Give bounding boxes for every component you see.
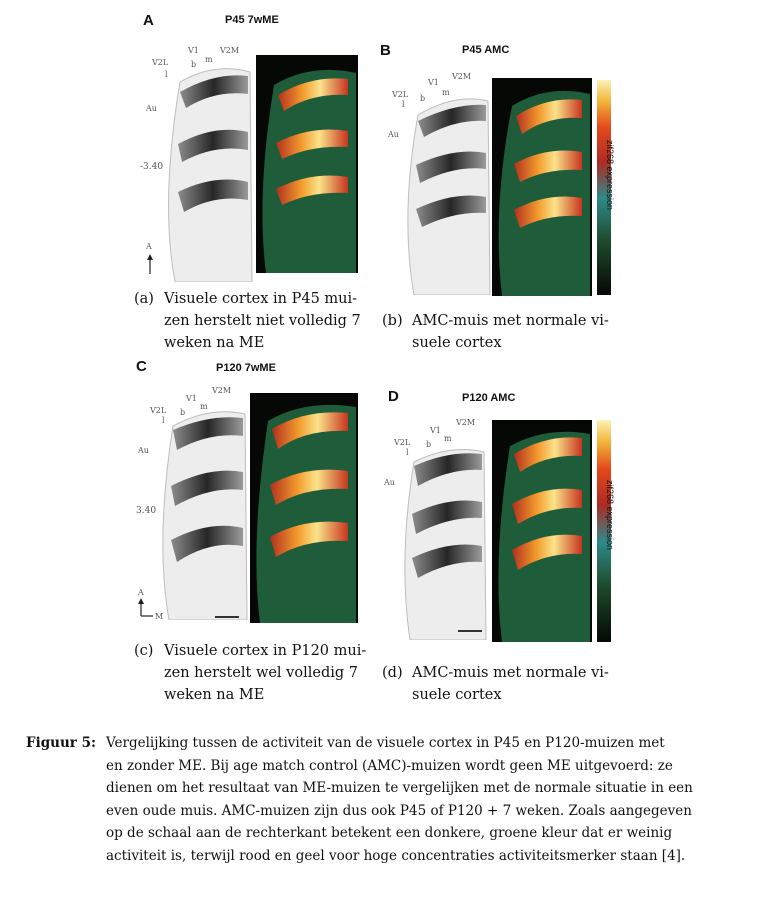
panel-d-b-label: b <box>426 440 432 449</box>
panel-a-v1-label: V1 <box>188 46 199 55</box>
subcaption-d-line-2: suele cortex <box>412 687 502 703</box>
panel-a-l-label: l <box>165 70 168 79</box>
panel-a-letter: A <box>143 12 154 29</box>
panel-a-axis-a: A <box>146 242 152 251</box>
panel-d-v1-label: V1 <box>430 426 441 435</box>
panel-d-title: P120 AMC <box>462 392 516 404</box>
panel-a-title: P45 7wME <box>225 14 279 26</box>
panel-c-axis-a: A <box>138 588 144 597</box>
panel-d-zif268-map <box>492 420 592 642</box>
panel-c-v1-label: V1 <box>186 394 197 403</box>
subcaption-a-line-3: weken na ME <box>164 335 265 351</box>
subcaption-a <box>134 288 374 354</box>
panel-d-v2l-label: V2L <box>394 438 411 447</box>
subcaption-a-line-1: Visuele cortex in P45 mui- <box>164 291 358 307</box>
panel-d-scale-bar <box>458 630 488 634</box>
subcaption-b-line-1: AMC-muis met normale vi- <box>412 313 609 329</box>
figure-caption-line-2: en zonder ME. Bij age match control (AMC)-muizen wordt geen ME uitgevoerd: ze <box>106 757 673 774</box>
panel-c-v2m-label: V2M <box>212 386 232 395</box>
panel-c-au-label: Au <box>138 446 149 455</box>
panel-a-au-label: Au <box>146 104 157 113</box>
subcaption-d-tag: (d) <box>382 665 403 681</box>
panel-b-l-label: l <box>402 100 405 109</box>
panel-b-letter: B <box>380 42 391 59</box>
panel-b-v2l-label: V2L <box>392 90 409 99</box>
panel-b-title: P45 AMC <box>462 44 510 56</box>
panel-c-v2l-label: V2L <box>150 406 167 415</box>
panel-c-b-label: b <box>180 408 186 417</box>
subcaption-c-tag: (c) <box>134 643 154 659</box>
panel-a-axis-arrow-icon <box>146 254 154 274</box>
panel-d-letter: D <box>388 388 399 405</box>
panel-b-zif268-map <box>492 78 592 296</box>
panel-d-colorbar-label: zif268 expression <box>605 479 615 551</box>
panel-b-m-label: m <box>442 88 450 97</box>
figure-caption-line-3: dienen om het resultaat van ME-muizen te vergelijken met de normale situatie in een <box>106 780 693 796</box>
panel-a-m-label: m <box>205 55 213 64</box>
subcaption-c <box>134 640 374 706</box>
panel-a-v2m-label: V2M <box>220 46 240 55</box>
panel-c-m-label: m <box>200 402 208 411</box>
panel-c-axis-arrows-icon <box>138 598 156 618</box>
panel-a-grayscale-section <box>160 52 260 282</box>
panel-c-l-label: l <box>162 416 165 425</box>
panel-b-grayscale-section <box>400 85 495 295</box>
subcaption-c-line-2: zen herstelt wel volledig 7 <box>164 665 358 681</box>
panel-b-v1-label: V1 <box>428 78 439 87</box>
subcaption-d-line-1: AMC-muis met normale vi- <box>412 665 609 681</box>
panel-a-zif268-map <box>256 55 358 273</box>
subcaption-b-line-2: suele cortex <box>412 335 502 351</box>
panel-b-b-label: b <box>420 94 426 103</box>
panel-c-scale-bar <box>215 616 245 620</box>
subcaption-d <box>382 662 642 706</box>
panel-c-zif268-map <box>250 393 358 623</box>
subcaption-b-tag: (b) <box>382 313 403 329</box>
figure-caption-line-5: op de schaal aan de rechterkant betekent een donkere, groene kleur dat er weinig <box>106 825 673 841</box>
panel-c-axis-m: M <box>155 612 164 621</box>
panel-c-letter: C <box>136 358 147 375</box>
panel-d-m-label: m <box>444 434 452 443</box>
subcaption-a-tag: (a) <box>134 291 154 307</box>
figure-caption-line-1: Vergelijking tussen de activiteit van de visuele cortex in P45 en P120-muizen met <box>106 735 665 751</box>
panel-d-grayscale-section <box>398 440 490 640</box>
panel-a-v2l-label: V2L <box>152 58 169 67</box>
panel-d-au-label: Au <box>384 478 395 487</box>
panel-d-v2m-label: V2M <box>456 418 476 427</box>
panel-b-au-label: Au <box>388 130 399 139</box>
panel-b-colorbar-label: zif268 expression <box>605 139 615 211</box>
figure-caption-label: Figuur 5: <box>26 735 96 751</box>
panel-b-v2m-label: V2M <box>452 72 472 81</box>
figure-caption <box>26 732 766 867</box>
subcaption-b <box>382 310 642 354</box>
subcaption-c-line-1: Visuele cortex in P120 mui- <box>164 643 367 659</box>
figure-caption-line-6: activiteit is, terwijl rood en geel voor hoge concentraties activiteitsmerker staan [4]. <box>106 847 686 864</box>
panel-c-coordinate: 3.40 <box>136 506 157 516</box>
panel-a-coordinate: -3.40 <box>140 162 164 172</box>
panel-a-b-label: b <box>191 60 197 69</box>
panel-c-title: P120 7wME <box>216 362 276 374</box>
figure-caption-line-4: even oude muis. AMC-muizen zijn dus ook P45 of P120 + 7 weken. Zoals aangegeven <box>106 802 692 819</box>
subcaption-c-line-3: weken na ME <box>164 687 265 703</box>
panel-c-grayscale-section <box>155 400 255 620</box>
panel-d-l-label: l <box>406 448 409 457</box>
subcaption-a-line-2: zen herstelt niet volledig 7 <box>164 313 361 329</box>
